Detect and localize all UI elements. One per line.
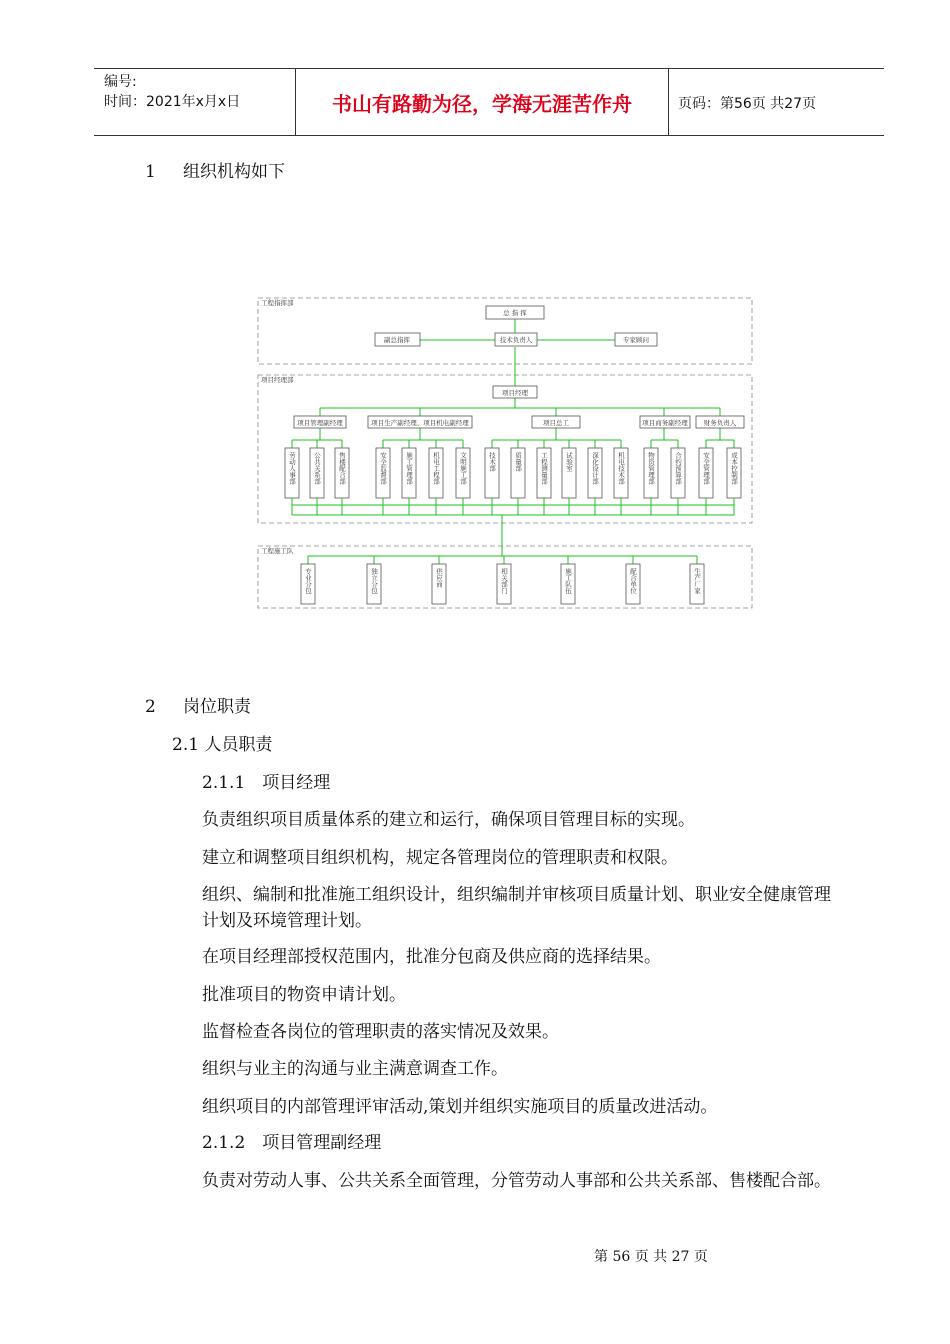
duty-item: 负责组织项目质量体系的建立和运行，确保项目管理目标的实现。 — [202, 810, 695, 830]
duty-item: 组织、编制和批准施工组织设计，组织编制并审核项目质量计划、职业安全健康管理计划及环境管理计划。 — [202, 885, 831, 931]
department-label: 质量部 — [514, 452, 522, 472]
department-label: 成本控制部 — [730, 452, 738, 485]
duty-item: 监督检查各岗位的管理职责的落实情况及效果。 — [202, 1022, 559, 1042]
team-label: 专业分包 — [304, 568, 312, 594]
department-label: 劳动人事部 — [288, 452, 296, 485]
department-label: 深化设计部 — [591, 452, 599, 485]
team-label: 施工队伍 — [564, 568, 572, 594]
header-divider — [668, 68, 669, 136]
subsection-2-1-2: 2.1.2 项目管理副经理 — [202, 1133, 382, 1153]
department-label: 机电工程部 — [432, 452, 440, 485]
level2-box-label: 财务负责人 — [703, 419, 737, 427]
group-label: 工程施工队 — [261, 547, 294, 555]
duty-item: 组织与业主的沟通与业主满意调查工作。 — [202, 1059, 508, 1079]
connector-lines — [292, 319, 734, 556]
page-footer: 第 56 页 共 27 页 — [594, 1249, 708, 1265]
level2-box-label: 项目管理副经理 — [297, 419, 343, 427]
box-project-manager: 项目经理 — [502, 389, 528, 397]
team-label: 供应商 — [435, 568, 443, 588]
team-label: 相关部门 — [500, 568, 508, 594]
section-2-title: 岗位职责 — [183, 697, 251, 717]
section-1-number: 1 — [145, 162, 156, 182]
doc-number-label: 编号: — [104, 74, 137, 90]
header-motto: 书山有路勤为径，学海无涯苦作舟 — [332, 91, 632, 116]
duty-item: 负责对劳动人事、公共关系全面管理，分管劳动人事部和公共关系部、售楼配合部。 — [202, 1171, 831, 1191]
box-deputy: 副总指挥 — [384, 336, 410, 344]
department-label: 试验室 — [565, 452, 573, 472]
org-chart — [250, 290, 760, 615]
section-1-title: 组织机构如下 — [183, 162, 285, 182]
level2-box-label: 项目商务副经理 — [642, 419, 688, 427]
department-label: 文明施工部 — [459, 452, 467, 485]
department-label: 机电技术部 — [617, 452, 625, 485]
box-tech-lead: 技术负责人 — [499, 336, 533, 344]
department-label: 售楼配合部 — [338, 452, 346, 485]
team-boxes — [301, 556, 704, 604]
box-expert: 专家顾问 — [623, 336, 649, 344]
group-label: 工程指挥部 — [261, 299, 294, 307]
duty-item: 建立和调整项目组织机构，规定各管理岗位的管理职责和权限。 — [202, 848, 678, 868]
department-boxes — [285, 440, 741, 515]
subsection-2-1: 2.1 人员职责 — [172, 735, 273, 755]
level2-box-label: 项目总工 — [543, 419, 569, 427]
team-label: 配合单位 — [629, 568, 637, 594]
department-label: 安全监督部 — [379, 452, 387, 485]
department-label: 技术部 — [488, 452, 496, 472]
doc-time-label: 时间：2021年x月x日 — [104, 94, 241, 110]
duty-item: 组织项目的内部管理评审活动,策划并组织实施项目的质量改进活动。 — [202, 1097, 718, 1117]
header-meta — [104, 72, 240, 112]
department-label: 安全管理部 — [702, 452, 710, 485]
level2-box-label: 项目生产副经理、项目机电副经理 — [371, 419, 469, 427]
department-label: 工程测量部 — [540, 452, 548, 485]
subsection-2-1-1: 2.1.1 项目经理 — [202, 773, 331, 793]
level2-boxes — [294, 416, 744, 428]
team-label: 独立分包 — [370, 568, 378, 594]
duty-item: 批准项目的物资申请计划。 — [202, 985, 406, 1005]
team-label: 生产厂家 — [693, 568, 701, 594]
department-label: 合约预算部 — [674, 452, 682, 485]
header-page-label: 页码：第56页 共27页 — [678, 96, 817, 112]
box-commander: 总 指 挥 — [503, 309, 527, 317]
section-2-number: 2 — [145, 697, 156, 717]
duty-item: 在项目经理部授权范围内，批准分包商及供应商的选择结果。 — [202, 947, 661, 967]
group-label: 项目经理部 — [261, 376, 294, 384]
department-label: 施工管理部 — [405, 452, 413, 485]
department-label: 公共关系部 — [313, 452, 321, 485]
department-label: 物资管理部 — [647, 452, 655, 485]
